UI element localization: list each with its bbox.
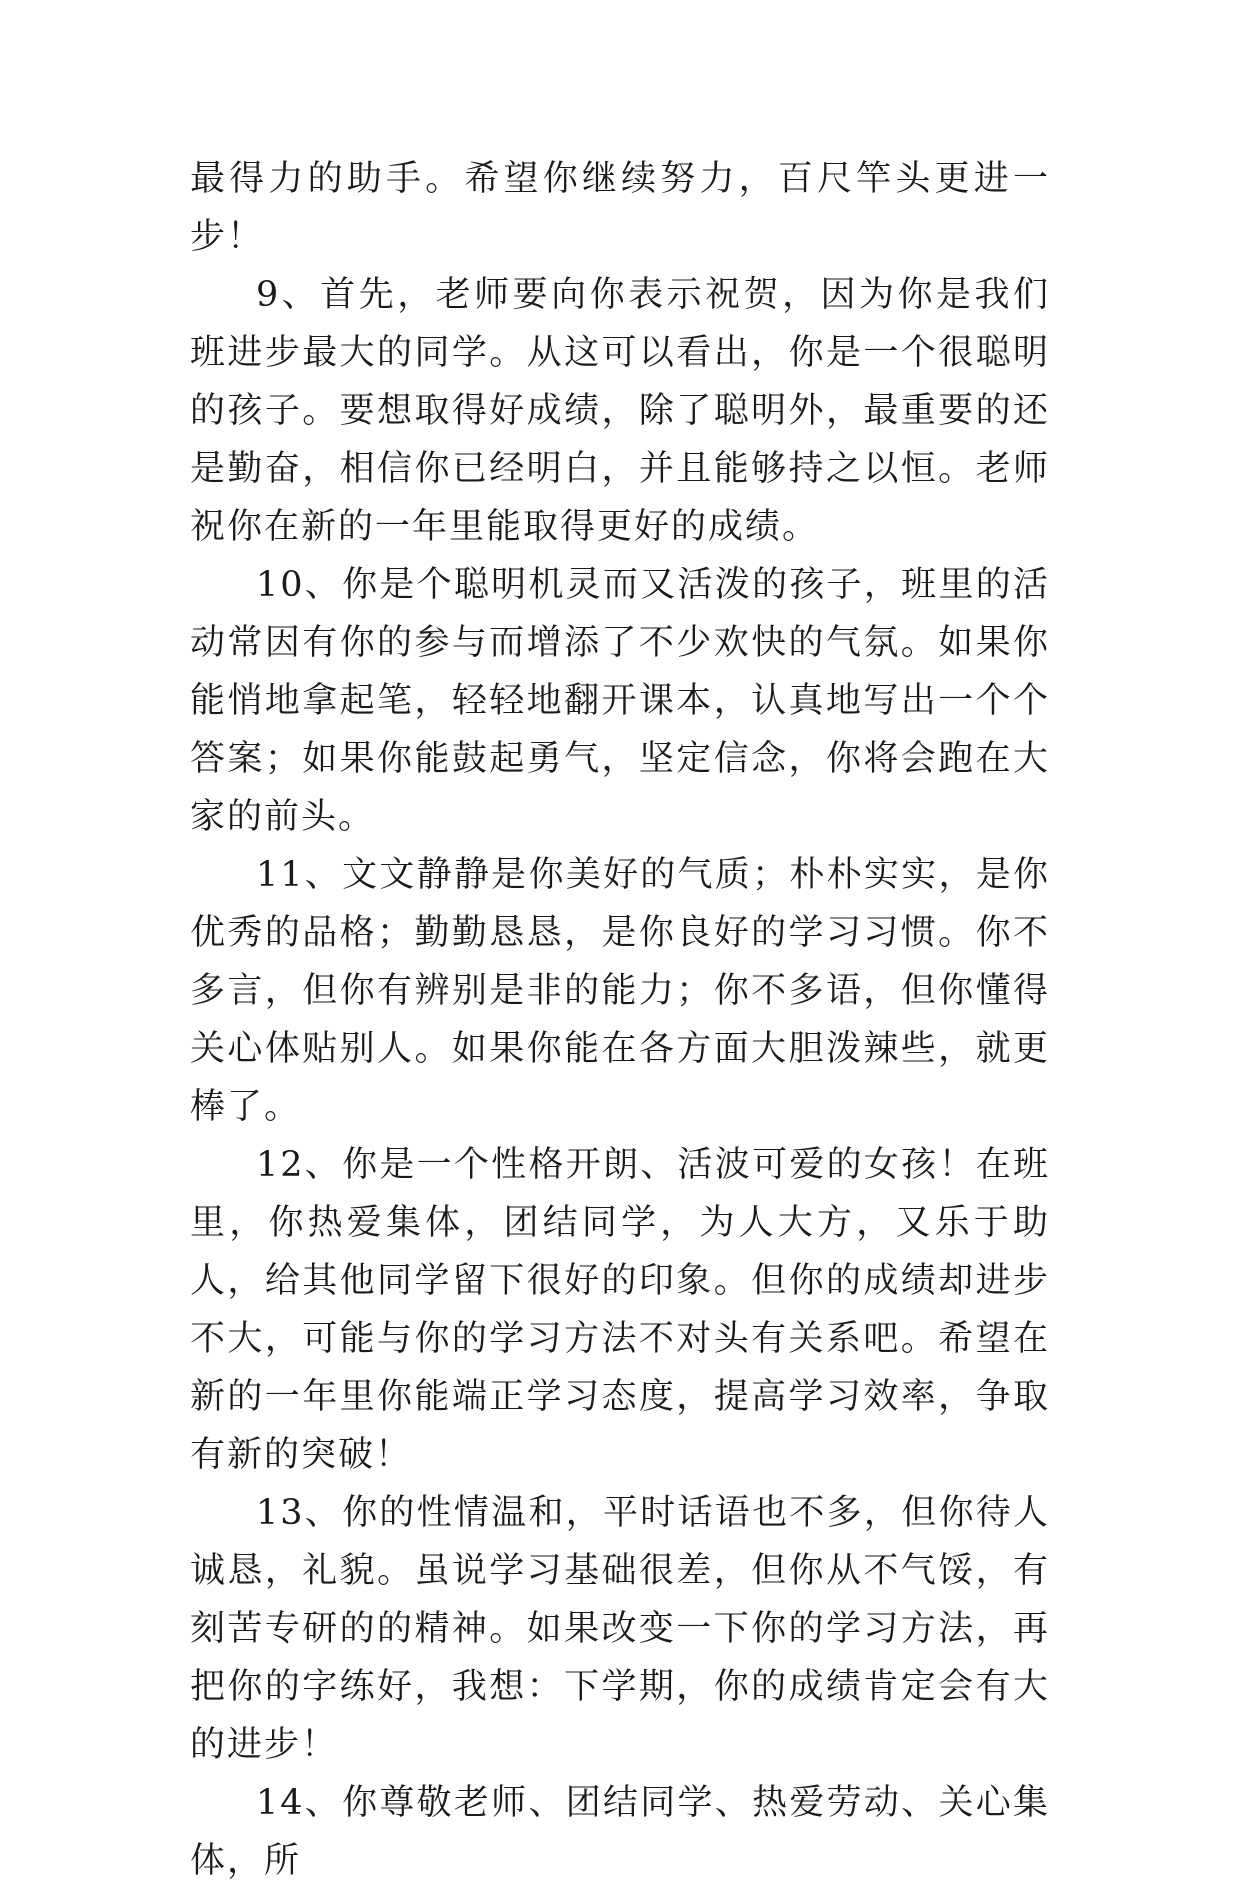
paragraph-comment-9: 9、首先，老师要向你表示祝贺，因为你是我们班进步最大的同学。从这可以看出，你是一个很聪明的孩子。要想取得好成绩，除了聪明外，最重要的还是勤奋，相信你已经明白，并且能够持之以恒。老师祝你在新的一年里能取得更好的成绩。 (190, 275, 1050, 547)
paragraph-comment-11: 11、文文静静是你美好的气质；朴朴实实，是你优秀的品格；勤勤恳恳，是你良好的学习习惯。你不多言，但你有辨别是非的能力；你不多语，但你懂得关心体贴别人。如果你能在各方面大胆泼辣些，就更棒了。 (190, 855, 1050, 1127)
paragraph-comment-10: 10、你是个聪明机灵而又活泼的孩子，班里的活动常因有你的参与而增添了不少欢快的气氛。如果你能悄地拿起笔，轻轻地翻开课本，认真地写出一个个答案；如果你能鼓起勇气，坚定信念，你将会跑在大家的前头。 (190, 565, 1050, 837)
paragraph-comment-13: 13、你的性情温和，平时话语也不多，但你待人诚恳，礼貌。虽说学习基础很差，但你从不气馁，有刻苦专研的的精神。如果改变一下你的学习方法，再把你的字练好，我想：下学期，你的成绩肯定会有大的进步！ (190, 1493, 1050, 1765)
paragraph-comment-12: 12、你是一个性格开朗、活波可爱的女孩！在班里，你热爱集体，团结同学，为人大方，又乐于助人，给其他同学留下很好的印象。但你的成绩却进步不大，可能与你的学习方法不对头有关系吧。希望在新的一年里你能端正学习态度，提高学习效率，争取有新的突破！ (190, 1145, 1050, 1475)
paragraph-continuation: 最得力的助手。希望你继续努力，百尺竿头更进一步！ (190, 159, 1050, 257)
document-body (190, 150, 1050, 1890)
paragraph-comment-14: 14、你尊敬老师、团结同学、热爱劳动、关心集体，所 (190, 1783, 1050, 1881)
